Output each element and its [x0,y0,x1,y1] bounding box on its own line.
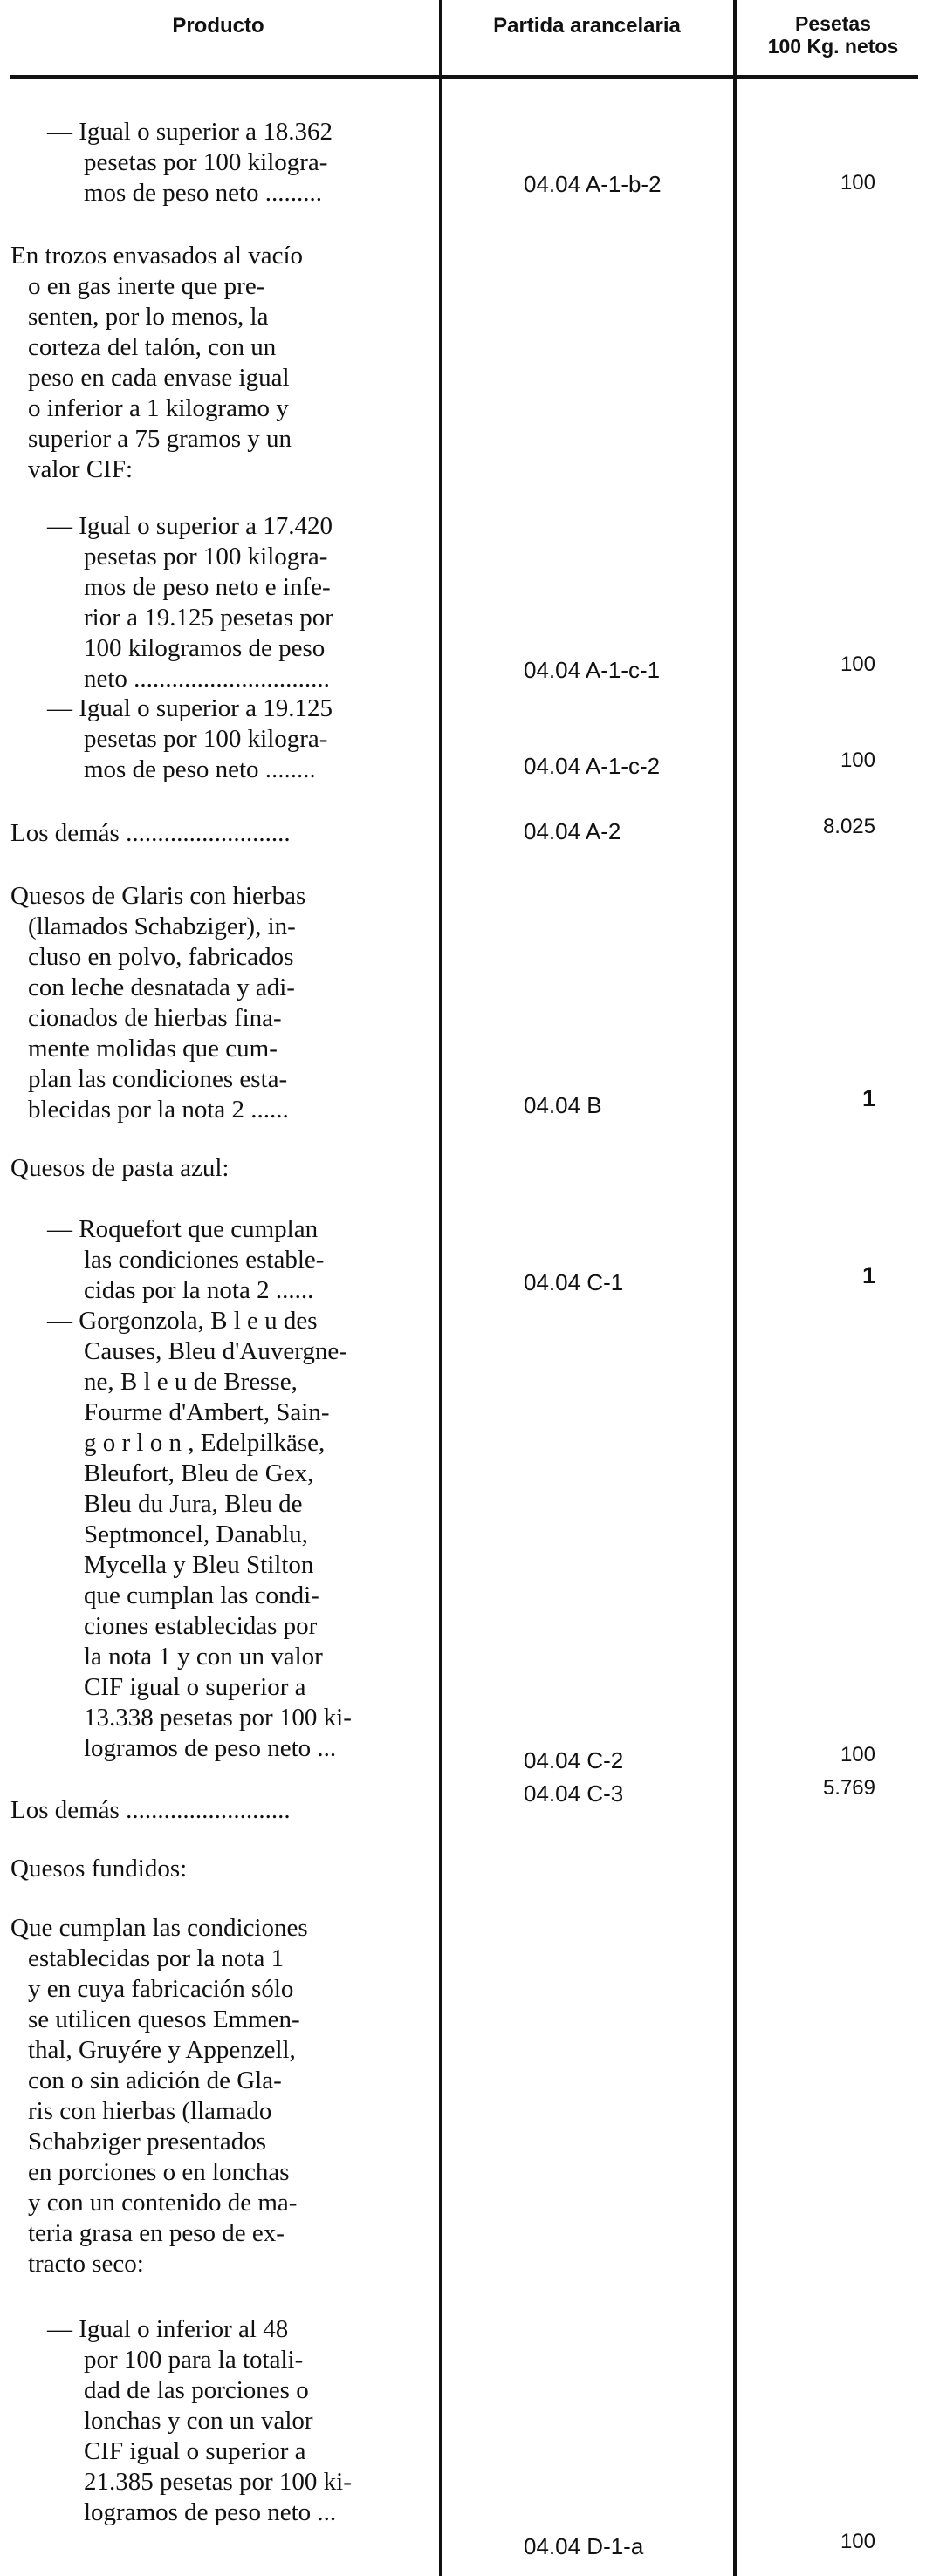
tariff-code: 04.04 C-1 [524,1269,624,1295]
text-line: cidas por la nota 2 ...... [84,1276,314,1304]
text-line: pesetas por 100 kilogra- [84,725,328,753]
tariff-value: 100 [840,1743,875,1766]
text-line: (llamados Schabziger), in- [28,912,296,940]
tariff-value: 100 [840,2530,875,2553]
tariff-code: 04.04 B [524,1092,602,1118]
tariff-code: 04.04 A-1-c-2 [524,753,661,779]
tariff-value: 8.025 [822,815,875,838]
product-text [10,241,428,485]
text-line: Los demás .......................... [10,819,291,847]
text-line: se utilicen quesos Emmen- [28,2005,300,2033]
text-line: cluso en polvo, fabricados [28,943,294,971]
text-line: plan las condiciones esta- [28,1065,288,1093]
tariff-value: 100 [840,653,875,676]
text-line: en porciones o en lonchas [28,2158,290,2186]
text-line: teria grasa en peso de ex- [28,2219,285,2247]
text-line: con o sin adición de Gla- [28,2067,282,2094]
product-text [10,1854,428,1884]
text-line: — Igual o superior a 17.420 [47,512,333,540]
text-line: Mycella y Bleu Stilton [84,1551,314,1579]
header-partida-arancelaria: Partida arancelaria [493,14,681,38]
text-line: 21.385 pesetas por 100 ki- [84,2468,352,2496]
text-line: lonchas y con un valor [84,2407,313,2435]
text-line: — Gorgonzola, B l e u des [47,1307,318,1335]
text-line: pesetas por 100 kilogra- [84,543,328,571]
column-divider-2 [733,0,737,2576]
header-rule [10,75,918,79]
text-line: cionados de hierbas fina- [28,1004,282,1032]
tariff-value: 5.769 [822,1776,875,1800]
text-line: que cumplan las condi- [84,1582,319,1609]
text-line: Que cumplan las condiciones [10,1914,308,1942]
text-line: Fourme d'Ambert, Sain- [84,1398,330,1426]
text-line: neto ............................... [84,665,330,693]
text-line: Quesos de pasta azul: [10,1154,230,1182]
text-line: Los demás .......................... [10,1796,291,1824]
text-line: o inferior a 1 kilogramo y [28,394,289,422]
tariff-code: 04.04 D-1-a [524,2533,644,2559]
text-line: ris con hierbas (llamado [28,2097,272,2125]
text-line: Quesos de Glaris con hierbas [10,882,306,910]
text-line: pesetas por 100 kilogra- [84,148,328,176]
tariff-value: 1 [861,1262,875,1288]
text-line: — Roquefort que cumplan [47,1215,319,1243]
text-line: con leche desnatada y adi- [28,974,295,1001]
tariff-value: 1 [861,1085,875,1111]
text-line: 100 kilogramos de peso [84,634,326,662]
text-line: — Igual o inferior al 48 [47,2315,289,2343]
text-line: senten, por lo menos, la [28,303,269,331]
text-line: mos de peso neto ........ [84,755,316,783]
text-line: En trozos envasados al vacío [10,242,304,270]
text-line: — Igual o superior a 18.362 [47,118,333,146]
product-text [10,1306,428,1764]
text-line: CIF igual o superior a [84,1673,306,1701]
text-line: establecidas por la nota 1 [28,1944,285,1972]
text-line: Causes, Bleu d'Auvergne- [84,1337,347,1365]
tariff-code: 04.04 A-1-b-2 [524,171,662,197]
product-text [10,1153,428,1184]
text-line: g o r l o n , Edelpilkäse, [84,1429,326,1457]
tariff-value: 100 [840,171,875,195]
tariff-code: 04.04 A-1-c-1 [524,657,661,683]
text-line: tracto seco: [28,2250,144,2278]
header-pesetas [740,12,926,58]
text-line: las condiciones estable- [84,1246,325,1274]
text-line: mos de peso neto e infe- [84,573,331,601]
text-line: thal, Gruyére y Appenzell, [28,2036,296,2064]
text-line: o en gas inerte que pre- [28,272,265,300]
text-line: valor CIF: [28,455,134,483]
text-line: 13.338 pesetas por 100 ki- [84,1704,352,1732]
text-line: peso en cada envase igual [28,364,290,392]
text-line: Bleu du Jura, Bleu de [84,1490,303,1518]
text-line: rior a 19.125 pesetas por [84,604,333,632]
product-text [10,117,428,208]
text-line: y en cuya fabricación sólo [28,1975,294,2003]
text-line: blecidas por la nota 2 ...... [28,1096,289,1124]
text-line: ne, B l e u de Bresse, [84,1368,298,1396]
text-line: corteza del talón, con un [28,333,277,361]
tariff-code: 04.04 C-2 [524,1747,624,1773]
product-text [10,1214,428,1306]
text-line: y con un contenido de ma- [28,2189,298,2217]
text-line: mente molidas que cum- [28,1035,278,1063]
header-producto: Producto [172,14,264,38]
text-line: logramos de peso neto ... [84,1734,337,1762]
text-line: la nota 1 y con un valor [84,1643,323,1671]
tariff-code: 04.04 A-2 [524,818,621,844]
header-pesetas-line2: 100 Kg. netos [767,35,899,58]
product-text [10,881,428,1125]
text-line: Bleufort, Bleu de Gex, [84,1459,314,1487]
header-pesetas-line1: Pesetas [795,12,871,35]
text-line: — Igual o superior a 19.125 [47,694,333,722]
text-line: logramos de peso neto ... [84,2498,337,2526]
product-text [10,1795,428,1826]
text-line: ciones establecidas por [84,1612,318,1640]
text-line: Septmoncel, Danablu, [84,1520,308,1548]
product-text [10,511,428,694]
text-line: CIF igual o superior a [84,2437,306,2465]
text-line: superior a 75 gramos y un [28,425,292,453]
text-line: Schabziger presentados [28,2128,266,2156]
text-line: dad de las porciones o [84,2376,309,2404]
text-line: por 100 para la totali- [84,2346,304,2374]
tariff-code: 04.04 C-3 [524,1780,624,1807]
product-text [10,2314,428,2528]
text-line: Quesos fundidos: [10,1855,188,1882]
text-line: mos de peso neto ......... [84,179,323,207]
column-divider-1 [439,0,442,2576]
tariff-value: 100 [840,748,875,772]
product-text [10,1913,428,2279]
product-text [10,694,428,785]
product-text [10,818,428,849]
